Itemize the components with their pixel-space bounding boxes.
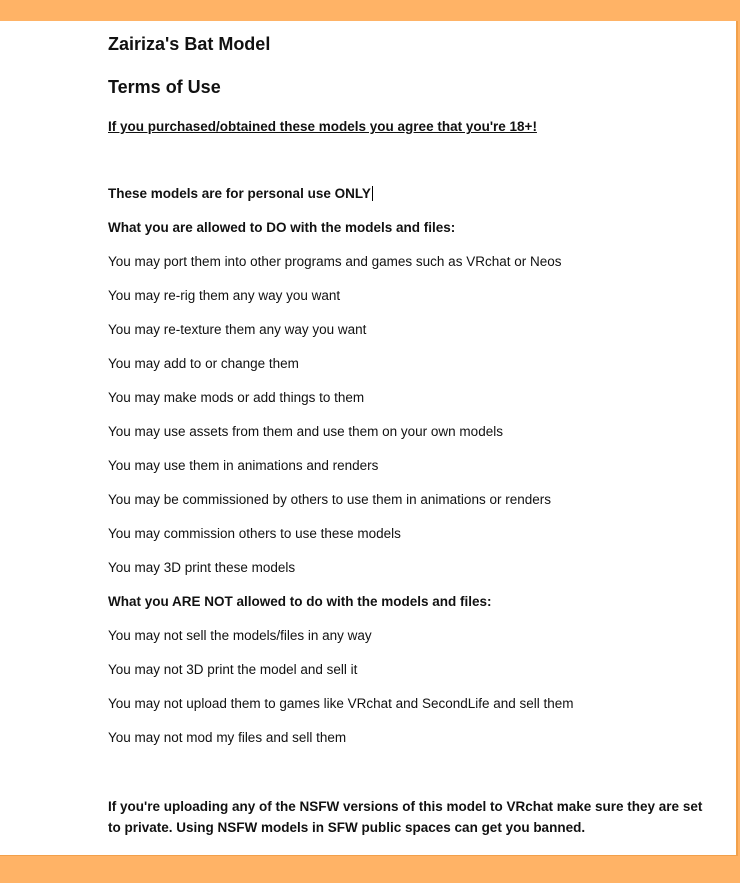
personal-use-text: These models are for personal use ONLY [108,186,371,201]
nsfw-notice: If you're uploading any of the NSFW versions of this model to VRchat make sure they are set to private. Using NSFW models in SFW public spaces can get you banned. [108,799,703,835]
allowed-heading: What you are allowed to DO with the models and files: [108,220,456,235]
document-page [0,21,738,856]
allowed-item: You may be commissioned by others to use them in animations or renders [108,492,551,507]
not-allowed-item: You may not upload them to games like VRchat and SecondLife and sell them [108,696,574,711]
allowed-item: You may 3D print these models [108,560,296,575]
not-allowed-item: You may not mod my files and sell them [108,730,347,745]
terms-heading: Terms of Use [108,77,221,97]
allowed-item: You may use assets from them and use them on your own models [108,424,503,439]
allowed-item: You may re-rig them any way you want [108,288,341,303]
not-allowed-heading: What you ARE NOT allowed to do with the models and files: [108,594,492,609]
text-cursor [372,186,373,201]
not-allowed-item: You may not sell the models/files in any way [108,628,372,643]
personal-use-line[interactable] [108,186,373,201]
allowed-item: You may re-texture them any way you want [108,322,367,337]
allowed-item: You may use them in animations and renders [108,458,379,473]
age-notice: If you purchased/obtained these models you agree that you're 18+! [108,119,537,134]
allowed-item: You may commission others to use these models [108,526,401,541]
allowed-item: You may make mods or add things to them [108,390,365,405]
allowed-item: You may add to or change them [108,356,299,371]
not-allowed-item: You may not 3D print the model and sell it [108,662,358,677]
allowed-item: You may port them into other programs and games such as VRchat or Neos [108,254,562,269]
document-title: Zairiza's Bat Model [108,34,271,54]
